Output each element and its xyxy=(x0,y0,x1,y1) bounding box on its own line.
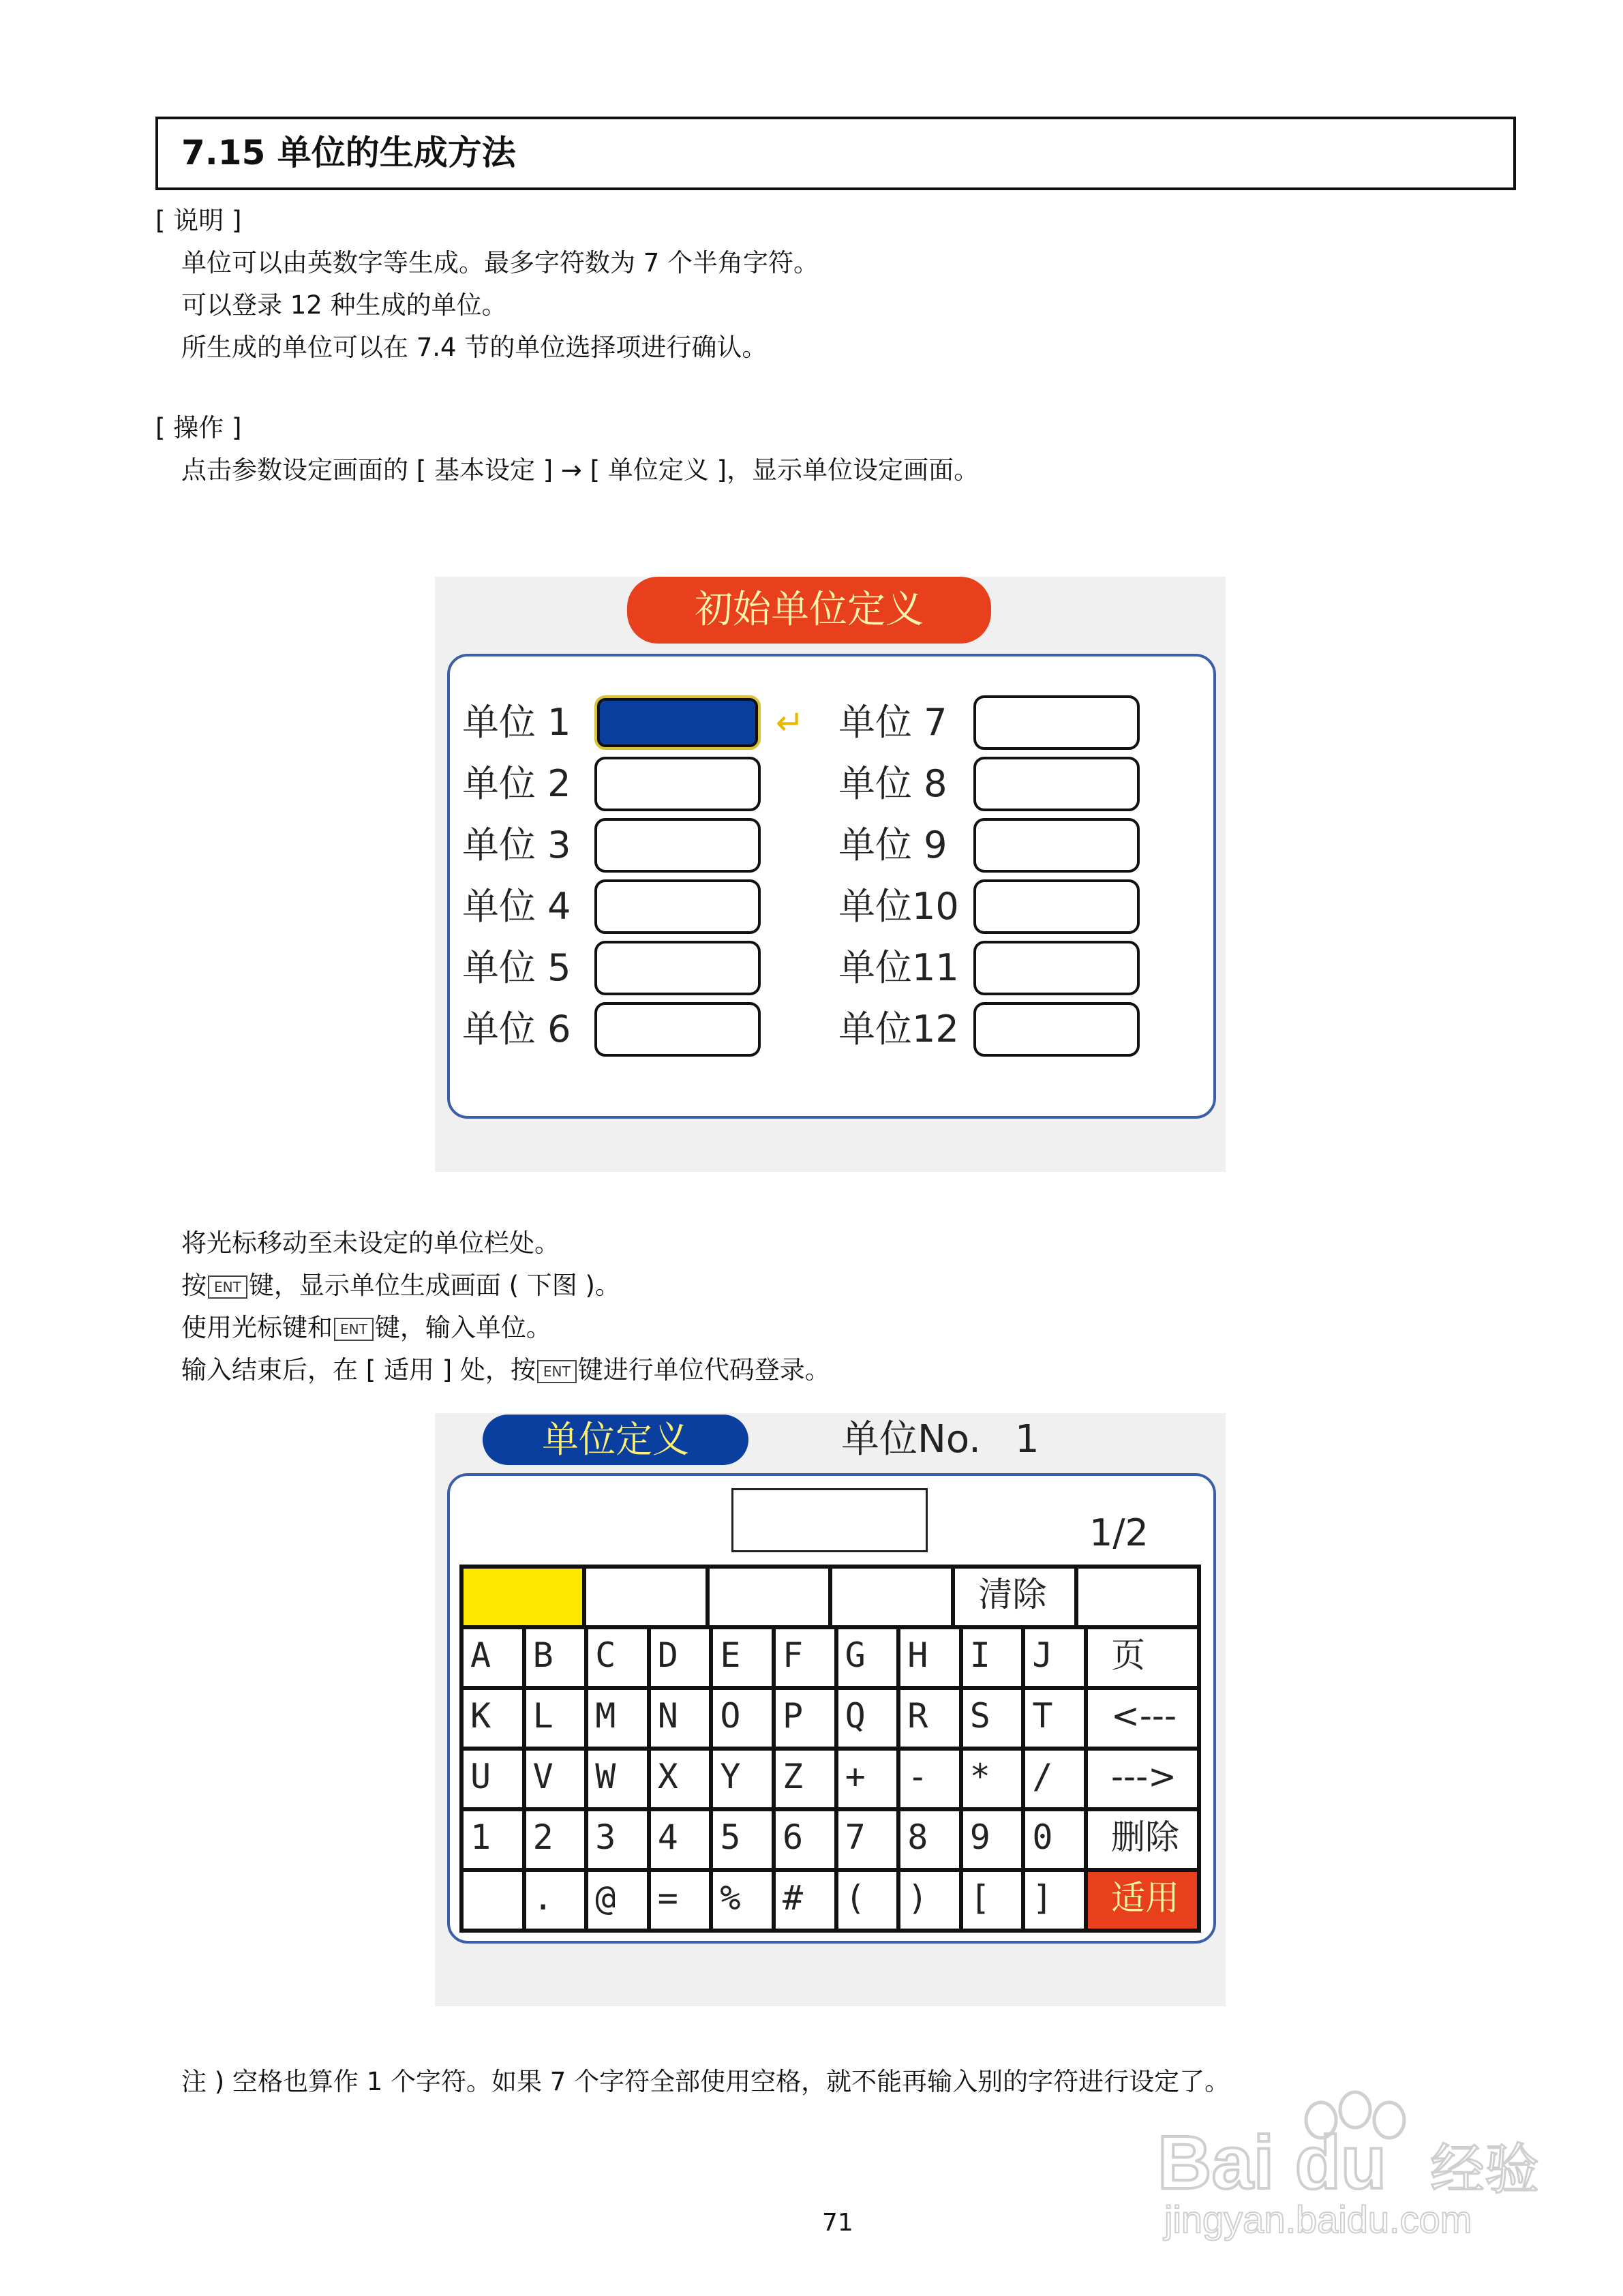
key-char[interactable]: @ xyxy=(588,1872,647,1929)
key-char[interactable]: ( xyxy=(838,1872,897,1929)
key-blank[interactable] xyxy=(832,1569,951,1625)
unit-field-1[interactable] xyxy=(594,695,761,750)
unit-label-11: 单位11 xyxy=(838,946,959,989)
key-cursor-left[interactable]: <--- xyxy=(1088,1690,1197,1747)
key-char[interactable]: K xyxy=(464,1690,522,1747)
key-cursor-right[interactable]: ---> xyxy=(1088,1751,1197,1807)
key-char[interactable]: 1 xyxy=(464,1811,522,1868)
description-line-2: 可以登录 12 种生成的单位。 xyxy=(181,290,507,320)
unit-label-4: 单位 4 xyxy=(462,885,571,928)
key-char[interactable]: N xyxy=(651,1690,710,1747)
key-clear[interactable]: 清除 xyxy=(955,1569,1074,1625)
step-3-suffix: 键，输入单位。 xyxy=(374,1313,551,1342)
unit-define-screen xyxy=(435,1413,1226,2006)
unit-label-7: 单位 7 xyxy=(838,701,947,744)
description-heading: [ 说明 ] xyxy=(155,206,242,235)
watermark-brand-cn: 经验 xyxy=(1430,2138,1539,2201)
key-char[interactable]: . xyxy=(526,1872,585,1929)
key-char[interactable]: W xyxy=(588,1751,647,1807)
unit-text-input[interactable] xyxy=(731,1488,928,1552)
unit-label-5: 单位 5 xyxy=(462,946,571,989)
description-line-1: 单位可以由英数字等生成。最多字符数为 7 个半角字符。 xyxy=(181,248,819,277)
key-char[interactable]: E xyxy=(713,1629,772,1686)
key-char[interactable]: O xyxy=(713,1690,772,1747)
key-char[interactable]: S xyxy=(963,1690,1022,1747)
unit-field-11[interactable] xyxy=(973,941,1140,995)
ent-key-icon: ENT xyxy=(334,1318,374,1341)
key-char[interactable]: 3 xyxy=(588,1811,647,1868)
key-char[interactable]: G xyxy=(838,1629,897,1686)
unit-field-9[interactable] xyxy=(973,818,1140,873)
unit-label-1: 单位 1 xyxy=(462,701,571,744)
step-3-prefix: 使用光标键和 xyxy=(181,1313,333,1342)
unit-list-title: 初始单位定义 xyxy=(627,577,991,644)
step-line-1: 将光标移动至未设定的单位栏处。 xyxy=(181,1228,560,1258)
step-line-3 xyxy=(181,1312,551,1344)
key-char[interactable]: 5 xyxy=(713,1811,772,1868)
unit-field-3[interactable] xyxy=(594,818,761,873)
unit-field-6[interactable] xyxy=(594,1002,761,1057)
unit-label-12: 单位12 xyxy=(838,1008,959,1051)
key-char[interactable]: [ xyxy=(963,1872,1022,1929)
character-keyboard xyxy=(459,1565,1201,1933)
step-2-prefix: 按 xyxy=(181,1271,207,1300)
description-line-3: 所生成的单位可以在 7.4 节的单位选择项进行确认。 xyxy=(181,333,768,362)
step-4-suffix: 键进行单位代码登录。 xyxy=(577,1355,830,1385)
key-char[interactable]: 4 xyxy=(651,1811,710,1868)
unit-field-7[interactable] xyxy=(973,695,1140,750)
key-char[interactable]: % xyxy=(713,1872,772,1929)
unit-field-5[interactable] xyxy=(594,941,761,995)
key-char[interactable]: L xyxy=(526,1690,585,1747)
ent-key-icon: ENT xyxy=(208,1275,247,1299)
page-indicator: 1/2 xyxy=(1089,1511,1149,1554)
key-char[interactable]: ] xyxy=(1025,1872,1084,1929)
key-char[interactable]: C xyxy=(588,1629,647,1686)
unit-number-label: 单位No. xyxy=(841,1417,981,1462)
key-blank[interactable] xyxy=(464,1569,582,1625)
watermark-brand: Bai du xyxy=(1157,2121,1387,2205)
key-char[interactable]: = xyxy=(651,1872,710,1929)
watermark-url: jingyan.baidu.com xyxy=(1164,2198,1472,2241)
unit-number-display xyxy=(841,1413,1040,1466)
unit-define-title: 单位定义 xyxy=(483,1415,748,1465)
key-char[interactable]: 8 xyxy=(900,1811,959,1868)
key-char[interactable]: 0 xyxy=(1025,1811,1084,1868)
unit-field-2[interactable] xyxy=(594,757,761,811)
page-number: 71 xyxy=(822,2209,853,2237)
step-line-4 xyxy=(181,1354,830,1387)
unit-field-12[interactable] xyxy=(973,1002,1140,1057)
key-char[interactable]: M xyxy=(588,1690,647,1747)
key-char[interactable]: 9 xyxy=(963,1811,1022,1868)
key-char[interactable]: T xyxy=(1025,1690,1084,1747)
key-char[interactable]: J xyxy=(1025,1629,1084,1686)
unit-list-screen xyxy=(435,577,1226,1172)
key-char[interactable]: H xyxy=(900,1629,959,1686)
unit-field-4[interactable] xyxy=(594,879,761,934)
step-line-2 xyxy=(181,1269,620,1302)
unit-label-10: 单位10 xyxy=(838,885,959,928)
baidu-jingyan-watermark xyxy=(1151,2079,1546,2243)
unit-label-3: 单位 3 xyxy=(462,824,571,866)
key-char[interactable]: 6 xyxy=(776,1811,834,1868)
key-char[interactable]: D xyxy=(651,1629,710,1686)
key-char[interactable]: 2 xyxy=(526,1811,585,1868)
key-char[interactable]: Y xyxy=(713,1751,772,1807)
unit-label-2: 单位 2 xyxy=(462,762,571,805)
operation-heading: [ 操作 ] xyxy=(155,413,242,442)
operation-line: 点击参数设定画面的 [ 基本设定 ] → [ 单位定义 ]，显示单位设定画面。 xyxy=(181,455,980,485)
key-delete[interactable]: 删除 xyxy=(1088,1811,1197,1868)
ent-key-icon: ENT xyxy=(537,1360,577,1383)
key-char[interactable]: Q xyxy=(838,1690,897,1747)
key-char[interactable]: U xyxy=(464,1751,522,1807)
key-apply[interactable]: 适用 xyxy=(1088,1872,1197,1929)
unit-field-10[interactable] xyxy=(973,879,1140,934)
key-char[interactable]: V xyxy=(526,1751,585,1807)
key-char[interactable]: # xyxy=(776,1872,834,1929)
key-char[interactable]: Z xyxy=(776,1751,834,1807)
step-4-prefix: 输入结束后，在 [ 适用 ] 处，按 xyxy=(181,1355,536,1385)
key-char[interactable]: R xyxy=(900,1690,959,1747)
key-blank[interactable] xyxy=(586,1569,705,1625)
key-char[interactable]: 7 xyxy=(838,1811,897,1868)
key-char[interactable]: * xyxy=(963,1751,1022,1807)
key-char[interactable]: - xyxy=(900,1751,959,1807)
section-title: 7.15 单位的生成方法 xyxy=(181,133,516,172)
key-char[interactable]: P xyxy=(776,1690,834,1747)
key-blank[interactable] xyxy=(1078,1569,1197,1625)
key-blank[interactable] xyxy=(710,1569,828,1625)
key-char[interactable]: X xyxy=(651,1751,710,1807)
key-char[interactable]: ) xyxy=(900,1872,959,1929)
enter-arrow-icon: ↵ xyxy=(776,703,804,742)
unit-label-9: 单位 9 xyxy=(838,824,947,866)
key-char[interactable]: A xyxy=(464,1629,522,1686)
key-char[interactable] xyxy=(464,1872,522,1929)
key-page[interactable]: 页 xyxy=(1088,1629,1197,1686)
key-char[interactable]: + xyxy=(838,1751,897,1807)
key-char[interactable]: I xyxy=(963,1629,1022,1686)
unit-field-8[interactable] xyxy=(973,757,1140,811)
unit-label-6: 单位 6 xyxy=(462,1008,571,1051)
key-char[interactable]: F xyxy=(776,1629,834,1686)
unit-label-8: 单位 8 xyxy=(838,762,947,805)
key-char[interactable]: / xyxy=(1025,1751,1084,1807)
footnote: 注 ) 空格也算作 1 个字符。如果 7 个字符全部使用空格，就不能再输入别的字符进行设定了。 xyxy=(181,2067,1230,2096)
unit-number-value: 1 xyxy=(1014,1417,1040,1462)
step-2-suffix: 键，显示单位生成画面 ( 下图 )。 xyxy=(248,1271,620,1300)
key-char[interactable]: B xyxy=(526,1629,585,1686)
